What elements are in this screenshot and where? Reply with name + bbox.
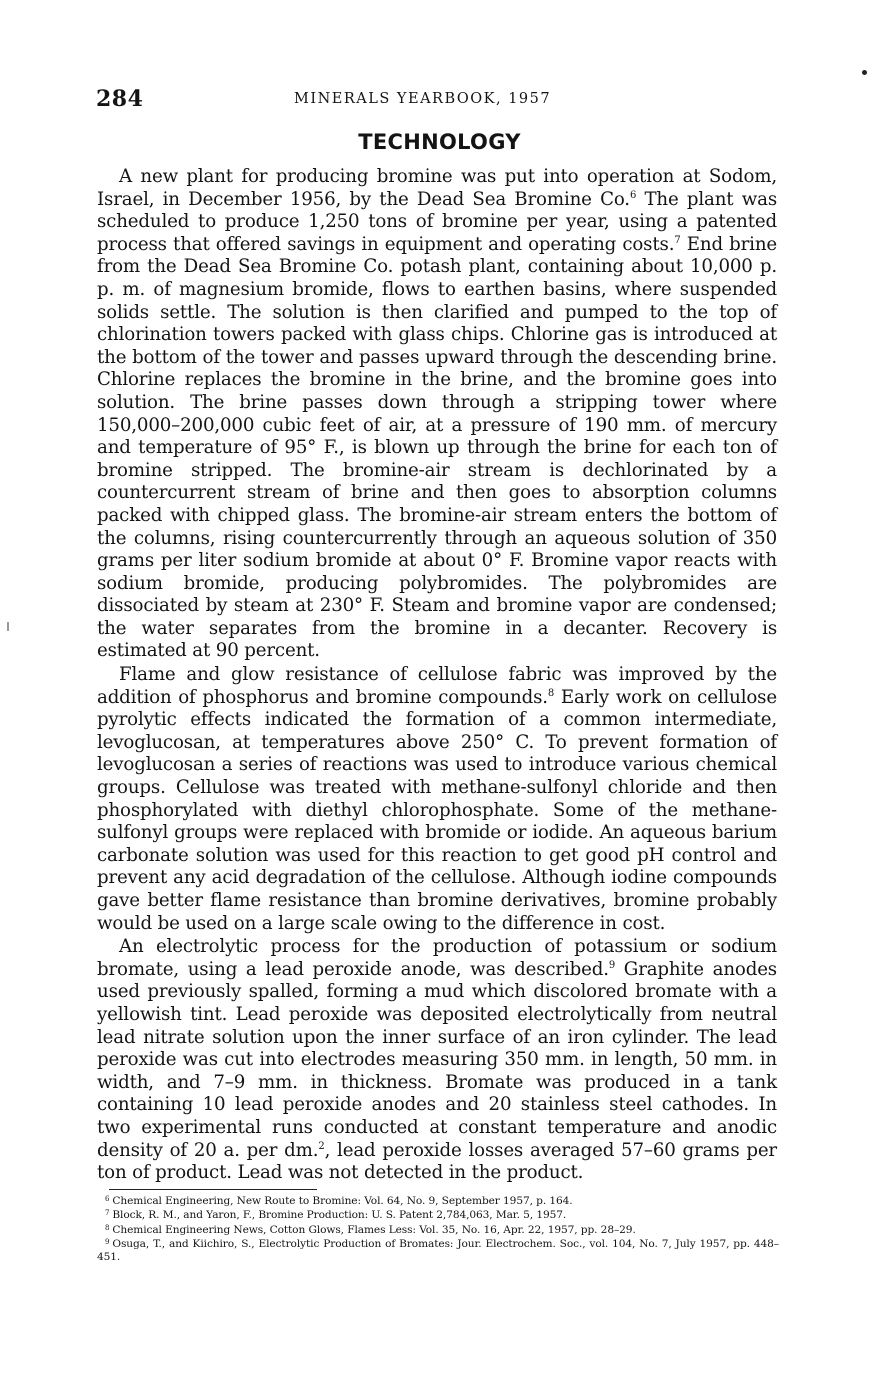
footnote-divider: [109, 1189, 317, 1190]
footnote-ref[interactable]: 8: [547, 687, 555, 699]
paragraph-flame-resistance: Flame and glow resistance of cellulose fabric was improved by the addition of phosphorus and bromine compounds.$^8$ Early work on cellulose pyrolytic effects indicated the formation of a common intermediate, levoglucosan, at temperatures above 250° C. To prevent formation of levoglucosan a series of reactions was used to introduce various chemical groups. Cellulose was treated with methane-sulfonyl chloride and then phosphorylated with diethyl chlorophosphate. Some of the methane-sulfonyl groups were replaced with bromide or iodide. An aqueous barium carbonate solution was used for this reaction to get good pH control and prevent any acid degradation of the cellulose. Although iodine compounds gave better flame resistance than bromine derivatives, bromine probably would be used on a large scale owing to the difference in cost.: [97, 664, 777, 934]
footnote-item: $^7$ Block, R. M., and Yaron, F., Bromine Production: U. S. Patent 2,784,063, Mar. 5, 1957.: [105, 1209, 567, 1222]
paragraph-bromine-plant: A new plant for producing bromine was put into operation at Sodom, Israel, in December 1956, by the Dead Sea Bromine Co.$^6$ The plant was scheduled to produce 1,250 tons of bromine per year, using a patented process that offered savings in equipment and operating costs.$^7$ End brine from the Dead Sea Bromine Co. potash plant, containing about 10,000 p. p. m. of magnesium bromide, flows to earthen basins, where suspended solids settle. The solution is then clarified and pumped to the top of chlorination towers packed with glass chips. Chlorine gas is introduced at the bottom of the tower and passes upward through the descending brine. Chlorine replaces the bromine in the brine, and the bromine goes into solution. The brine passes down through a stripping tower where 150,000–200,000 cubic feet of air, at a pressure of 190 mm. of mercury and temperature of 95° F., is blown up through the brine for each ton of bromine stripped. The bromine-air stream is dechlorinated by a countercurrent stream of brine and then goes to absorption columns packed with chipped glass. The bromine-air stream enters the bottom of the columns, rising countercurrently through an aqueous solution of 350 grams per liter sodium bromide at about 0° F. Bromine vapor reacts with sodium bromide, producing polybromides. The polybromides are dissociated by steam at 230° F. Steam and bromine vapor are condensed; the water separates from the bromine in a decanter. Recovery is estimated at 90 percent.: [97, 166, 778, 662]
footnote-ref[interactable]: 7: [674, 234, 681, 246]
scan-speck: [862, 70, 867, 75]
body-text: [97, 166, 777, 1185]
footnote-item: $^6$ Chemical Engineering, New Route to Bromine: Vol. 64, No. 9, September 1957, p. 164.: [105, 1195, 573, 1207]
footnote-item: $^8$ Chemical Engineering News, Cotton Glows, Flames Less: Vol. 35, No. 16, Apr. 22, 1957, pp. 28–29.: [105, 1223, 636, 1236]
scan-mark: [7, 622, 9, 631]
page-header: [96, 86, 778, 116]
page-number: 284: [96, 86, 144, 112]
footnote-ref[interactable]: 6: [629, 189, 637, 201]
footnote-item: $^9$ Osuga, T., and Kiichiro, S., Electrolytic Production of Bromates: Jour. Electrochem. Soc., vol. 104, No. 7, July 1957, pp. 448–451.: [97, 1238, 779, 1263]
running-title: MINERALS YEARBOOK, 1957: [294, 91, 552, 107]
section-title: TECHNOLOGY: [358, 130, 521, 154]
superscript-exponent: 2: [318, 1140, 325, 1152]
footnote-ref[interactable]: 9: [608, 959, 616, 971]
paragraph-electrolytic-process: An electrolytic process for the production of potassium or sodium bromate, using a lead peroxide anode, was described.$^9$ Graphite anodes used previously spalled, forming a mud which discolored bromate with a yellowish tint. Lead peroxide was deposited electrolytically from neutral lead nitrate solution upon the inner surface of an iron cylinder. The lead peroxide was cut into electrodes measuring 350 mm. in length, 50 mm. in width, and 7–9 mm. in thickness. Bromate was produced in a tank containing 10 lead peroxide anodes and 20 stainless steel cathodes. In two experimental runs conducted at constant temperature and anodic density of 20 a. per dm.$^2$, lead peroxide losses averaged 57–60 grams per ton of product. Lead was not detected in the product.: [97, 936, 777, 1184]
footnotes: [97, 1193, 779, 1263]
